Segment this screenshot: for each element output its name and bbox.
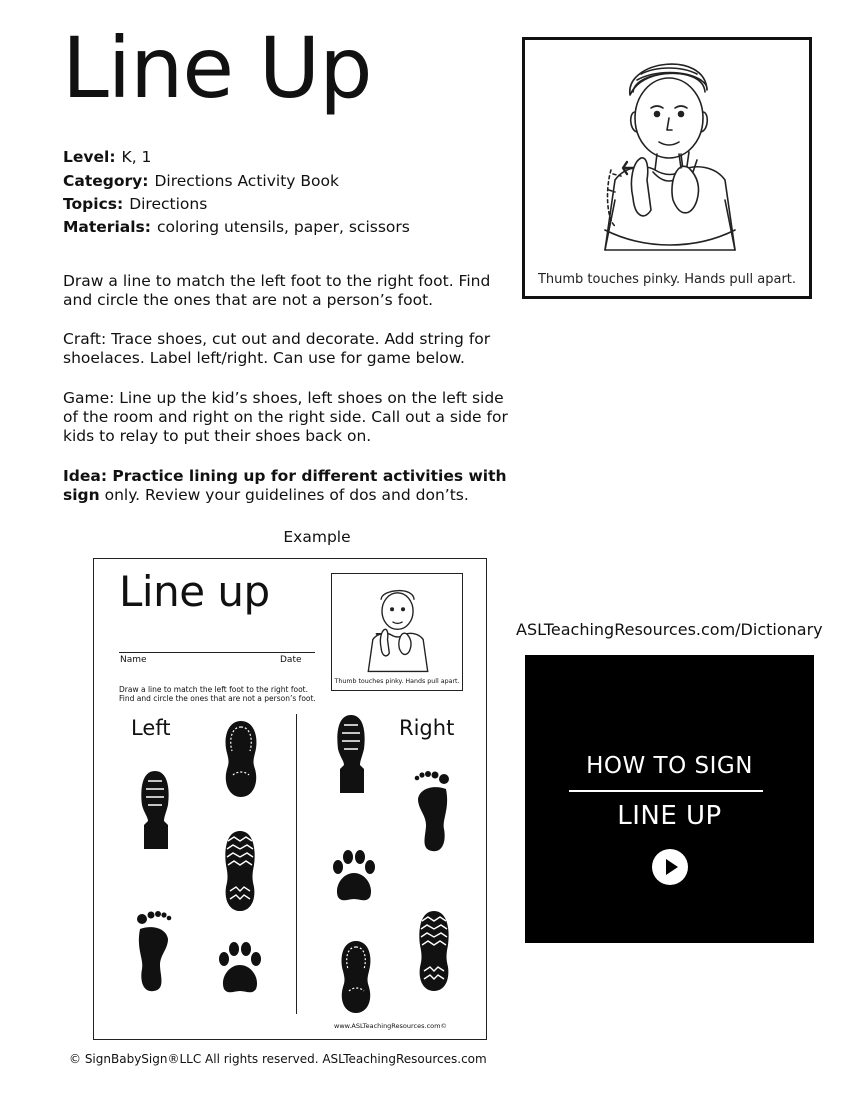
idea-rest: only. Review your guidelines of dos and don’ts.: [104, 486, 469, 504]
materials-label: Materials:: [63, 218, 151, 236]
right-paw-print-icon: [328, 849, 380, 905]
idea-bold: Idea: Practice lining up for different activities with sign: [63, 467, 507, 504]
right-sneaker-print-icon: [416, 909, 452, 993]
category-value: Directions Activity Book: [154, 172, 339, 190]
materials-row: [63, 220, 410, 236]
video-divider: [569, 790, 763, 792]
instructions-paragraph: Draw a line to match the left foot to the right foot. Find and circle the ones that are not a person’s foot.: [63, 272, 491, 309]
play-button[interactable]: [652, 849, 688, 885]
play-icon: [666, 859, 678, 875]
sign-caption: Thumb touches pinky. Hands pull apart.: [537, 272, 797, 287]
worksheet-left-label: Left: [131, 716, 171, 740]
worksheet-boy-illustration: [358, 580, 438, 676]
craft-paragraph: Craft: Trace shoes, cut out and decorate. Add string for shoelaces. Label left/right. Can use for game below.: [63, 330, 491, 367]
right-bare-foot-print-icon: [412, 769, 452, 853]
topics-row: [63, 197, 207, 213]
footer-copyright: © SignBabySign®LLC All rights reserved. ASLTeachingResources.com: [69, 1052, 487, 1066]
idea-paragraph: [63, 467, 523, 505]
materials-value: coloring utensils, paper, scissors: [156, 218, 410, 236]
worksheet-date-label: Date: [280, 655, 302, 665]
game-paragraph: Game: Line up the kid’s shoes, left shoes on the left side of the room and right on the right side. Call out a side for kids to relay to put their shoes back on.: [63, 389, 508, 445]
level-value: K, 1: [121, 148, 152, 166]
worksheet-sign-caption: Thumb touches pinky. Hands pull apart.: [334, 678, 460, 685]
sign-illustration-box: [522, 37, 812, 299]
level-row: [63, 150, 151, 166]
worksheet-name-label: Name: [120, 655, 147, 665]
category-label: Category:: [63, 172, 149, 190]
right-boot-print-icon: [334, 713, 368, 795]
example-worksheet: [93, 558, 487, 1040]
dictionary-link[interactable]: ASLTeachingResources.com/Dictionary: [516, 620, 823, 639]
worksheet-divider: [296, 714, 297, 1014]
topics-label: Topics:: [63, 195, 124, 213]
boot-print-icon: [138, 769, 172, 851]
example-label: Example: [283, 528, 351, 546]
level-label: Level:: [63, 148, 116, 166]
worksheet-right-label: Right: [399, 716, 455, 740]
worksheet-sign-box: [331, 573, 463, 691]
right-shoe-print-icon: [336, 939, 376, 1015]
topics-value: Directions: [129, 195, 208, 213]
video-title-line2: LINE UP: [617, 801, 722, 831]
sneaker-print-icon: [222, 829, 258, 913]
name-line: [119, 652, 315, 653]
worksheet-title: Line up: [119, 567, 270, 616]
paw-print-icon: [214, 941, 266, 997]
worksheet-url: www.ASLTeachingResources.com©: [334, 1022, 447, 1030]
video-thumbnail[interactable]: [525, 655, 814, 943]
shoe-print-icon: [219, 719, 263, 799]
page-title: Line Up: [62, 19, 372, 117]
bare-foot-print-icon: [134, 909, 174, 993]
boy-signing-illustration: [585, 50, 755, 260]
category-row: [63, 174, 339, 190]
video-title-line1: HOW TO SIGN: [586, 753, 753, 779]
worksheet-instructions: Draw a line to match the left foot to the right foot. Find and circle the ones that are not a person’s foot.: [119, 685, 316, 703]
